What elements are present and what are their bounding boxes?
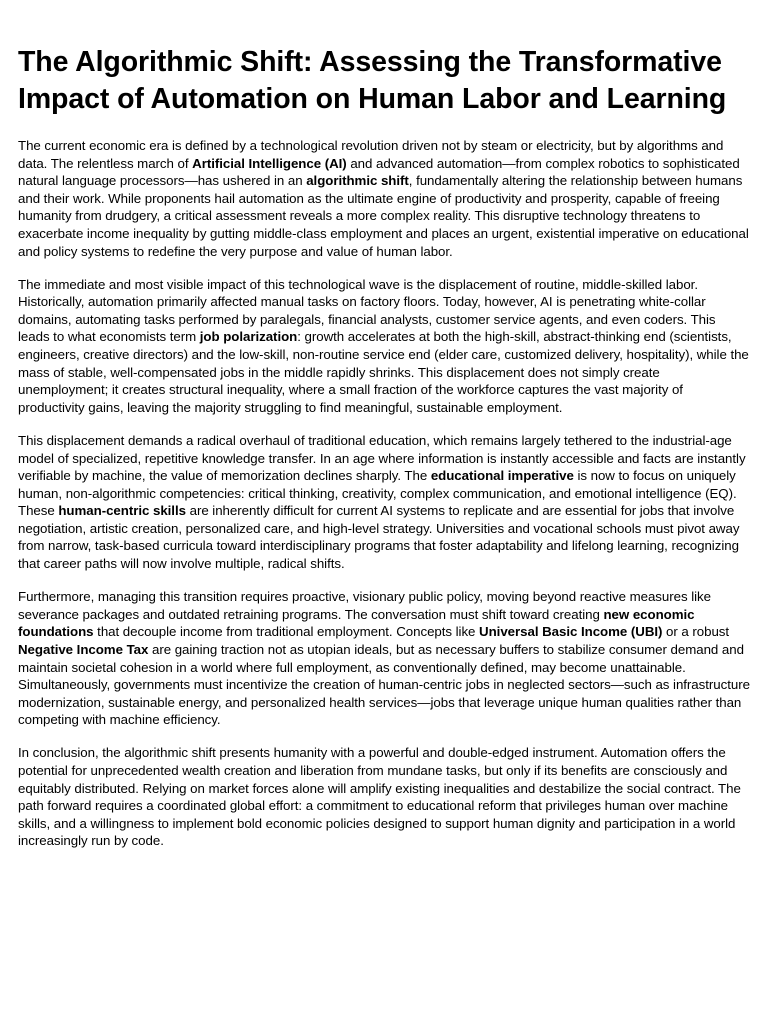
- paragraph-conclusion: [18, 744, 750, 850]
- text-run: In conclusion, the algorithmic shift presents humanity with a powerful and double-edged instrument. Automation offers the potential for unprecedented wealth creation and liberation from mundane tasks, but only if its benefits are consciously and equitably distributed. Relying on market forces alone will amplify existing inequalities and destabilize the social contract. The path forward requires a coordinated global effort: a commitment to educational reform that privileges human over machine skills, and a willingness to implement bold economic policies designed to support human dignity and participation in a world increasingly run by code.: [18, 745, 741, 849]
- text-run: or a robust: [662, 624, 730, 640]
- bold-term: Negative Income Tax: [18, 641, 149, 657]
- text-run: Furthermore, managing this transition requires proactive, visionary public policy, moving beyond reactive measures like severance packages and outdated retraining programs. The conversation must shift toward creating: [18, 589, 711, 622]
- paragraph-intro: [18, 137, 750, 260]
- bold-term: Artificial Intelligence (AI): [192, 155, 347, 171]
- text-run: is now to focus on uniquely human, non-algorithmic competencies: critical thinking, creativity, complex communication, and emotional intelligence (EQ). These: [18, 468, 737, 519]
- text-run: are gaining traction not as utopian ideals, but as necessary buffers to stabilize consumer demand and maintain societal cohesion in a world where full employment, as conventionally defined, may become unattainable. Simultaneously, governments must incentivize the creation of human-centric jobs in neglected sectors—such as infrastructure modernization, sustainable energy, and personalized health services—jobs that leverage unique human qualities rather than competing with machine efficiency.: [18, 641, 750, 728]
- text-run: This displacement demands a radical overhaul of traditional education, which remains largely tethered to the industrial-age model of specialized, repetitive knowledge transfer. In an age where information is instantly accessible and facts are instantly verifiable by machine, the value of memorization declines sharply. The: [18, 432, 746, 484]
- text-run: are inherently difficult for current AI systems to replicate and are essential for jobs that involve negotiation, artistic creation, personalized care, and high-level strategy. Universities and vocational schools must pivot away from narrow, task-based curricula toward interdisciplinary programs that foster adaptability and lifelong learning, recognizing that career paths will now involve multiple, radical shifts.: [18, 503, 740, 572]
- paragraph-labor-displacement: [18, 276, 750, 417]
- text-run: : growth accelerates at both the high-skill, abstract-thinking end (scientists, engineers, creative directors) and the low-skill, non-routine service end (elder care, customized delivery, hospitality), while the mass of stable, well-compensated jobs in the middle rapidly shrinks. This displacement does not simply create unemployment; it creates structural inequality, where a small fraction of the workforce captures the vast majority of productivity gains, leaving the majority struggling to find meaningful, sustainable employment.: [18, 329, 749, 415]
- bold-term: algorithmic shift: [306, 173, 409, 189]
- bold-term: human-centric skills: [58, 503, 186, 519]
- bold-term: job polarization: [199, 329, 298, 345]
- bold-term: educational imperative: [430, 468, 574, 484]
- paragraph-education: [18, 432, 750, 573]
- text-run: The current economic era is defined by a technological revolution driven not by steam or electricity, but by algorithms and data. The relentless march of: [18, 138, 724, 171]
- paragraph-policy: [18, 588, 750, 729]
- text-run: , fundamentally altering the relationship between humans and their work. While proponents hail automation as the ultimate engine of productivity and prosperity, capable of freeing humanity from drudgery, a critical assessment reveals a more complex reality. This disruptive technology threatens to exacerbate income inequality by gutting middle-class employment and places an urgent, existential imperative on educational and policy systems to redefine the very purpose and value of human labor.: [18, 173, 749, 259]
- page-title: The Algorithmic Shift: Assessing the Transformative Impact of Automation on Human Labor and Learning: [18, 46, 727, 115]
- text-run: and advanced automation—from complex robotics to sophisticated natural language processors—has ushered in an: [18, 155, 740, 189]
- text-run: that decouple income from traditional employment. Concepts like: [93, 624, 480, 640]
- bold-term: new economic foundations: [18, 606, 695, 640]
- text-run: The immediate and most visible impact of this technological wave is the displacement of routine, middle-skilled labor. Historically, automation primarily affected manual tasks on factory floors. Today, however, AI is penetrating white-collar domains, automating tasks performed by paralegals, financial analysts, customer service agents, and even coders. This leads to what economists term: [18, 276, 716, 345]
- bold-term: Universal Basic Income (UBI): [479, 624, 663, 640]
